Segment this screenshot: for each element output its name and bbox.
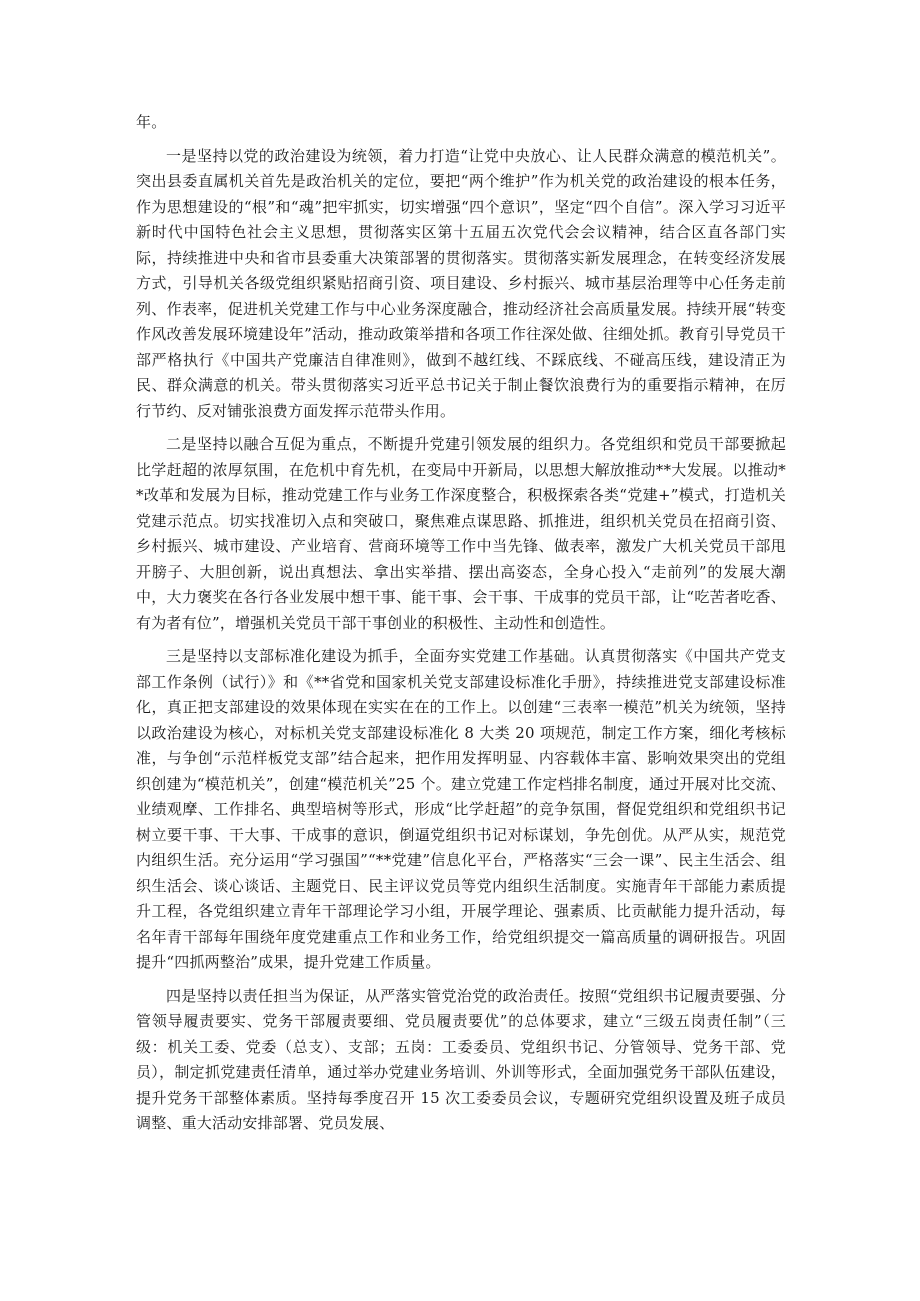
paragraph-continuation: 年。 [136,113,167,131]
paragraph-responsibility: 四是坚持以责任担当为保证，从严落实管党治党的政治责任。按照“党组织书记履责要强、分管领导履责要实、党务干部履责要细、党员履责要优”的总体要求，建立“三级五岗责任制”（三级：机关工委、党委（总支）、支部；五岗：工委委员、党组织书记、分管领导、党务干部、党员），制定抓党建责任清单，通过举办党建业务培训、外训等形式，全面加强党务干部队伍建设，提升党务干部整体素质。坚持每季度召开 15 次工委委员会议，专题研究党组织设置及班子成员调整、重大活动安排部署、党员发展、 [136,986,786,1132]
paragraph-political-building: 一是坚持以党的政治建设为统领，着力打造“让党中央放心、让人民群众满意的模范机关”。突出县委直属机关首先是政治机关的定位，要把“两个维护”作为机关党的政治建设的根本任务，作为思想建设的“根”和“魂”把牢抓实，切实增强“四个意识”，坚定“四个自信”。深入学习习近平新时代中国特色社会主义思想，贯彻落实区第十五届五次党代会会议精神，结合区直各部门实际，持续推进中央和省市县委重大决策部署的贯彻落实。贯彻落实新发展理念，在转变经济发展方式，引导机关各级党组织紧贴招商引资、项目建设、乡村振兴、城市基层治理等中心任务走前列、作表率，促进机关党建工作与中心业务深度融合，推动经济社会高质量发展。持续开展“转变作风改善发展环境建设年”活动，推动政策举措和各项工作往深处做、往细处抓。教育引导党员干部严格执行《中国共产党廉洁自律准则》，做到不越红线、不踩底线、不碰高压线，建设清正为民、群众满意的机关。带头贯彻落实习近平总书记关于制止餐饮浪费行为的重要指示精神，在厉行节约、反对铺张浪费方面发挥示范带头作用。 [136,146,786,420]
paragraph-branch-standardization: 三是坚持以支部标准化建设为抓手，全面夯实党建工作基础。认真贯彻落实《中国共产党支部工作条例（试行）》和《**省党和国家机关党支部建设标准化手册》，持续推进党支部建设标准化，真正把支部建设的效果体现在实实在在的工作上。以创建“三表率一模范”机关为统领，坚持以政治建设为核心，对标机关党支部建设标准化 8 大类 20 项规范，制定工作方案，细化考核标准，与争创“示范样板党支部”结合起来，把作用发挥明显、内容载体丰富、影响效果突出的党组织创建为“模范机关”，创建“模范机关”25 个。建立党建工作定档排名制度，通过开展对比交流、业绩观摩、工作排名、典型培树等形式，形成“比学赶超”的竞争氛围，督促党组织和党组织书记树立要干事、干大事、干成事的意识，倒逼党组织书记对标谋划，争先创优。从严从实，规范党内组织生活。充分运用“学习强国”“**党建”信息化平台，严格落实“三会一课”、民主生活会、组织生活会、谈心谈话、主题党日、民主评议党员等党内组织生活制度。实施青年干部能力素质提升工程，各党组织建立青年干部理论学习小组，开展学理论、强素质、比贡献能力提升活动，每名年青干部每年围绕年度党建重点工作和业务工作，给党组织提交一篇高质量的调研报告。巩固提升“四抓两整治”成果，提升党建工作质量。 [136,647,786,971]
paragraph-integration: 二是坚持以融合互促为重点，不断提升党建引领发展的组织力。各党组织和党员干部要掀起比学赶超的浓厚氛围，在危机中育先机，在变局中开新局，以思想大解放推动**大发展。以推动**改革和发展为目标，推动党建工作与业务工作深度整合，积极探索各类“党建+”模式，打造机关党建示范点。切实找准切入点和突破口，聚焦难点谋思路、抓推进，组织机关党员在招商引资、乡村振兴、城市建设、产业培育、营商环境等工作中当先锋、做表率，激发广大机关党员干部甩开膀子、大胆创新，说出真想法、拿出实举措、摆出高姿态，全身心投入“走前列”的发展大潮中，大力褒奖在各行各业发展中想干事、能干事、会干事、干成事的党员干部，让“吃苦者吃香、有为者有位”，增强机关党员干部干事创业的积极性、主动性和创造性。 [136,435,786,632]
document-body [136,110,786,1145]
